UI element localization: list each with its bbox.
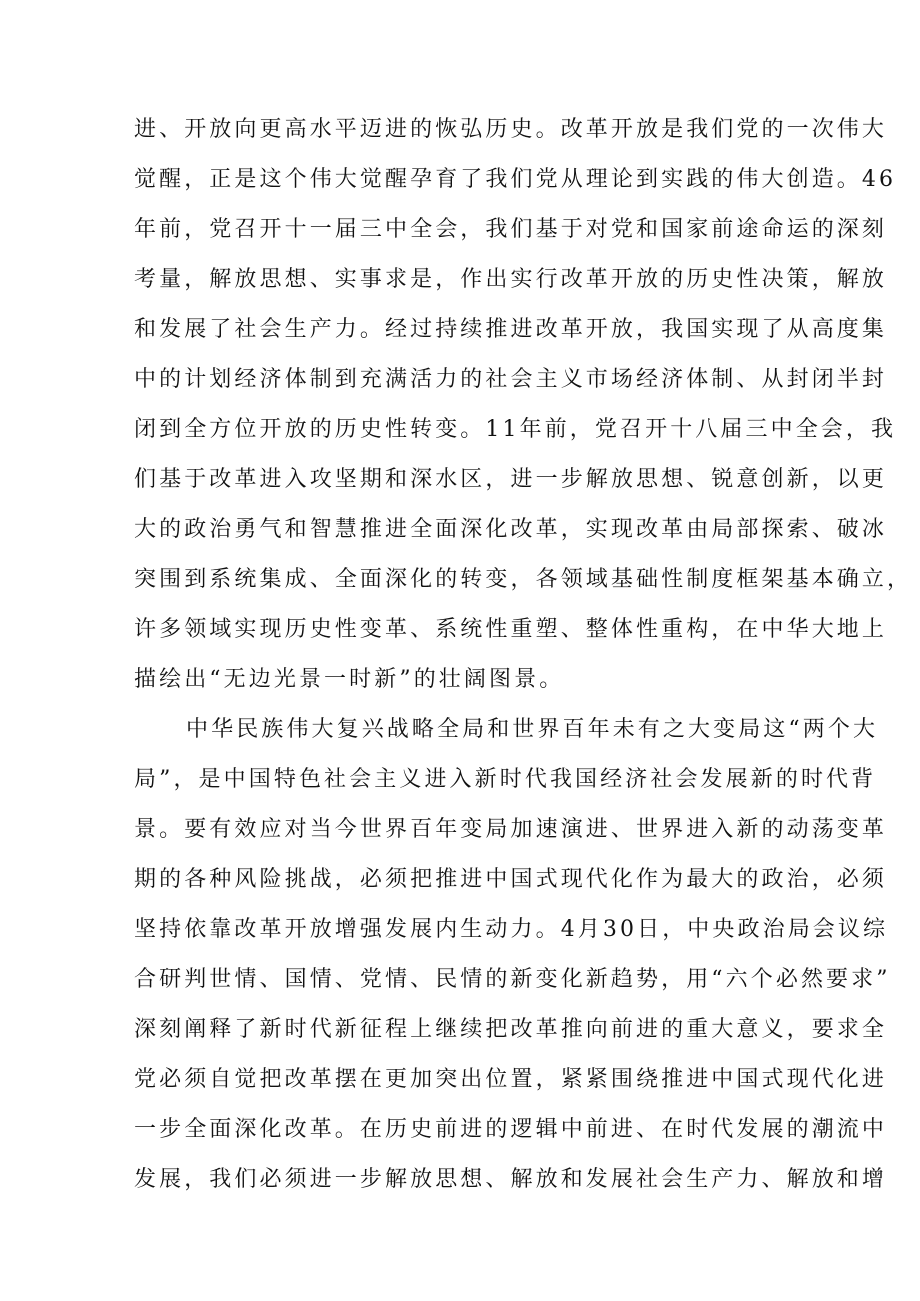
paragraph-1-line: 描绘出“无边光景一时新”的壮阔图景。: [134, 667, 565, 692]
paragraph-2-line: 局”，是中国特色社会主义进入新时代我国经济社会发展新的时代背: [134, 767, 877, 792]
paragraph-2-line: 坚持依靠改革开放增强发展内生动力。4月30日，中央政治局会议综: [134, 917, 889, 942]
paragraph-1-line: 许多领域实现历史性变革、系统性重塑、整体性重构，在中华大地上: [134, 617, 888, 642]
paragraph-2-line: 景。要有效应对当今世界百年变局加速演进、世界进入新的动荡变革: [134, 817, 888, 842]
paragraph-2-line: 一步全面深化改革。在历史前进的逻辑中前进、在时代发展的潮流中: [134, 1117, 888, 1142]
paragraph-2-line: 发展，我们必须进一步解放思想、解放和发展社会生产力、解放和增: [134, 1167, 888, 1192]
paragraph-2-line: 党必须自觉把改革摆在更加突出位置，紧紧围绕推进中国式现代化进: [134, 1067, 888, 1092]
paragraph-1-line: 大的政治勇气和智慧推进全面深化改革，实现改革由局部探索、破冰: [134, 517, 888, 542]
paragraph-1-line: 闭到全方位开放的历史性转变。11年前，党召开十八届三中全会，我: [134, 417, 897, 442]
paragraph-1-line: 觉醒，正是这个伟大觉醒孕育了我们党从理论到实践的伟大创造。46: [134, 167, 897, 192]
paragraph-1-line: 和发展了社会生产力。经过持续推进改革开放，我国实现了从高度集: [134, 317, 888, 342]
paragraph-2-line: 期的各种风险挑战，必须把推进中国式现代化作为最大的政治，必须: [134, 867, 888, 892]
paragraph-1-line: 中的计划经济体制到充满活力的社会主义市场经济体制、从封闭半封: [134, 367, 888, 392]
paragraph-1-line: 年前，党召开十一届三中全会，我们基于对党和国家前途命运的深刻: [134, 217, 888, 242]
paragraph-2-line: 中华民族伟大复兴战略全局和世界百年未有之大变局这“两个大: [186, 717, 879, 742]
paragraph-1-line: 考量，解放思想、实事求是，作出实行改革开放的历史性决策，解放: [134, 267, 888, 292]
paragraph-1-line: 进、开放向更高水平迈进的恢弘历史。改革开放是我们党的一次伟大: [134, 117, 888, 142]
paragraph-1-line: 突围到系统集成、全面深化的转变，各领域基础性制度框架基本确立，: [134, 567, 913, 592]
paragraph-1-line: 们基于改革进入攻坚期和深水区，进一步解放思想、锐意创新，以更: [134, 467, 888, 492]
paragraph-2-line: 合研判世情、国情、党情、民情的新变化新趋势，用“六个必然要求”: [134, 967, 891, 992]
paragraph-2-line: 深刻阐释了新时代新征程上继续把改革推向前进的重大意义，要求全: [134, 1017, 888, 1042]
